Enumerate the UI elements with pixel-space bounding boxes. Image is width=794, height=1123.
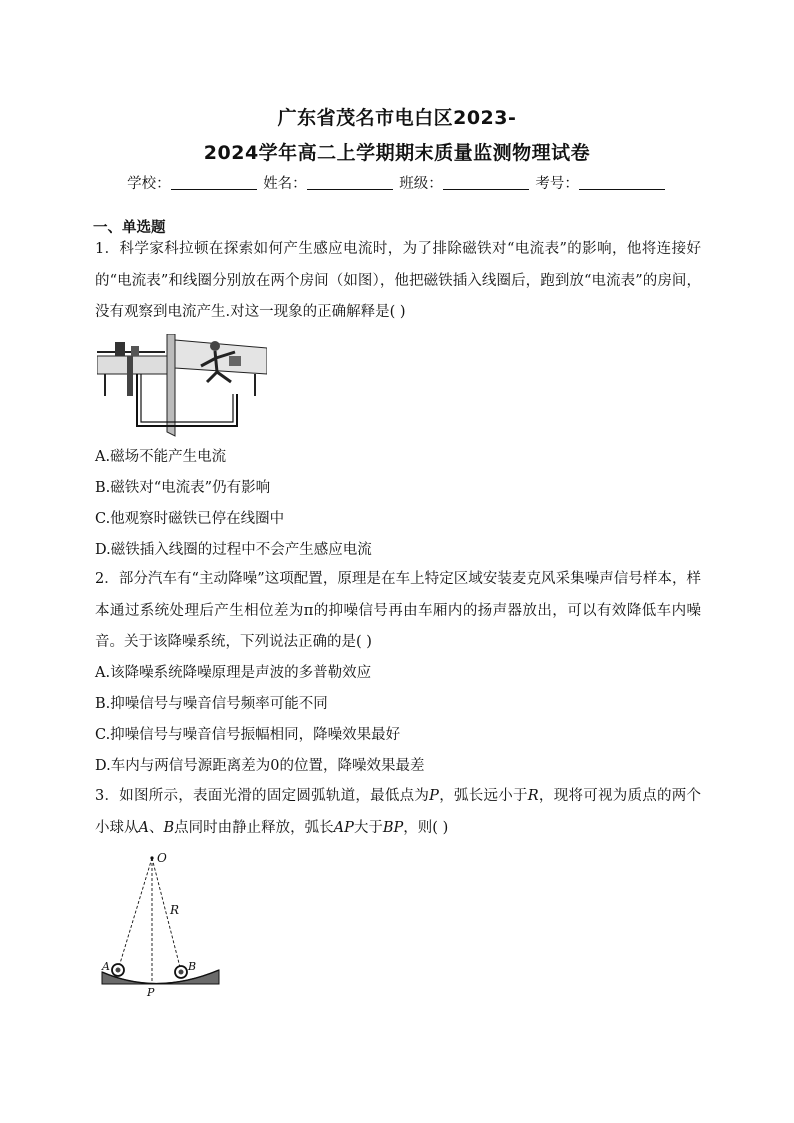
q1-option-b[interactable]: B.磁铁对“电流表”仍有影响: [95, 480, 271, 496]
q3-symbol-r: R: [527, 788, 539, 804]
q3-text-part: ，弧长远小于: [438, 788, 528, 804]
q2-option-d[interactable]: D.车内与两信号源距离差为0的位置，降噪效果最差: [95, 758, 425, 774]
q3-symbol-ap: AP: [333, 819, 354, 836]
q2-option-b[interactable]: B.抑噪信号与噪音信号频率可能不同: [95, 696, 328, 712]
q3-text-part: ，现将可视为质点的两个小球从: [95, 788, 702, 836]
radius-line-a: [118, 858, 152, 970]
name-blank[interactable]: [307, 175, 393, 190]
section-heading: 一、单选题: [93, 220, 166, 236]
school-blank[interactable]: [171, 175, 257, 190]
q3-text-part: 大于: [353, 819, 383, 836]
label-o: O: [157, 851, 167, 865]
coil-experiment-figure: [97, 334, 267, 439]
label-p: P: [147, 986, 155, 998]
label-b: B: [188, 960, 197, 973]
exam-no-blank[interactable]: [579, 175, 665, 190]
q3-text-part: 点同时由静止释放，弧长: [174, 819, 334, 836]
student-info-row: [0, 172, 794, 193]
q3-symbol-a: A: [138, 819, 149, 836]
name-label: 姓名：: [263, 176, 307, 192]
q3-text-part: 3．如图所示，表面光滑的固定圆弧轨道，最低点为: [95, 788, 430, 804]
school-label: 学校：: [127, 176, 171, 192]
exam-title-line2: 2024学年高二上学期期末质量监测物理试卷: [203, 142, 591, 164]
q1-option-c[interactable]: C.他观察时磁铁已停在线圈中: [95, 511, 285, 527]
q3-text-part: 、: [148, 819, 164, 836]
q3-text-part: ，则( ): [403, 819, 449, 836]
q2-option-a[interactable]: A.该降噪系统降噪原理是声波的多普勒效应: [95, 665, 372, 681]
q3-symbol-p: P: [429, 788, 439, 804]
class-blank[interactable]: [443, 175, 529, 190]
q1-option-a[interactable]: A.磁场不能产生电流: [95, 449, 227, 465]
arc-track-figure: [97, 848, 227, 998]
q3-symbol-bp: BP: [382, 819, 404, 836]
class-label: 班级：: [399, 176, 443, 192]
question-2-text: 2．部分汽车有“主动降噪”这项配置，原理是在车上特定区域安装麦克风采集噪声信号样本，样本通过系统处理后产生相位差为π的抑噪信号再由车厢内的扬声器放出，可以有效降低车内噪音。关于该降噪系统，下列说法正确的是( ): [95, 571, 701, 650]
question-1-text: 1．科学家科拉顿在探索如何产生感应电流时，为了排除磁铁对“电流表”的影响，他将连接好的“电流表”和线圈分别放在两个房间（如图），他把磁铁插入线圈后，跑到放“电流表”的房间，没有观察到电流产生.对这一现象的正确解释是( ): [95, 241, 701, 320]
q3-symbol-b: B: [163, 819, 175, 836]
label-a: A: [102, 960, 110, 973]
question-3-text: [95, 781, 701, 844]
exam-title-line1: 广东省茂名市电白区2023-: [277, 107, 517, 129]
label-r: R: [170, 903, 180, 917]
q2-option-c[interactable]: C.抑噪信号与噪音信号振幅相同，降噪效果最好: [95, 727, 401, 743]
q1-option-d[interactable]: D.磁铁插入线圈的过程中不会产生感应电流: [95, 542, 372, 558]
exam-no-label: 考号：: [535, 176, 579, 192]
